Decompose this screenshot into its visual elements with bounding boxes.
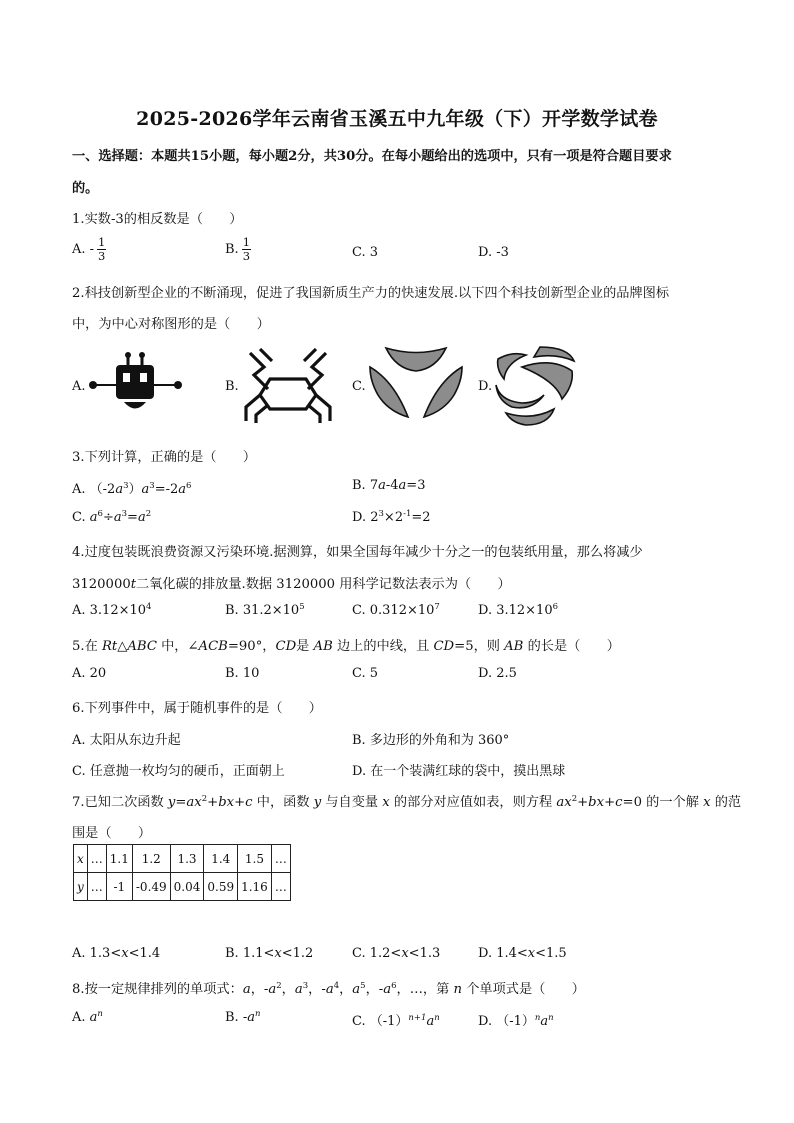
exp: 5 — [299, 602, 305, 612]
q7-text: 7.已知二次函数 — [72, 795, 168, 810]
three-petal-logo-icon — [368, 345, 464, 425]
q6-option-b: B. 多边形的外角和为 360° — [352, 733, 510, 748]
q8-option-d — [478, 1010, 554, 1029]
exp: 2 — [145, 509, 152, 519]
var: a — [426, 1014, 435, 1029]
q7-b-text: <1.2 — [281, 946, 314, 961]
crab-logo-icon — [240, 345, 336, 423]
var: a — [115, 482, 124, 497]
q8-text: ， — [281, 982, 295, 997]
q3-d-text: D. 2 — [352, 510, 379, 525]
question-2-stem-line2: 中，为中心对称图形的是（ ） — [72, 317, 270, 332]
q8-text: 8.按一定规律排列的单项式： — [72, 982, 243, 997]
q7-text: + — [207, 795, 219, 810]
q5-text: =5，则 — [454, 639, 505, 654]
q4-text: 3120000 — [72, 577, 131, 592]
table-cell: 1.16 — [238, 873, 272, 901]
table-cell: … — [87, 845, 106, 873]
q4-option-d — [478, 603, 558, 618]
var: a — [89, 1010, 98, 1025]
section-instructions-line2: 的。 — [72, 181, 99, 196]
q4-b-text: B. 31.2×10 — [225, 603, 300, 618]
q3-option-b — [352, 478, 425, 493]
var: a — [294, 982, 303, 997]
var: t — [130, 577, 137, 592]
q1-option-a-fraction — [97, 236, 106, 263]
q3-d-text: ×2 — [383, 510, 404, 525]
q4-option-b — [225, 603, 305, 618]
q7-option-b — [225, 946, 313, 961]
var: a — [137, 510, 146, 525]
exam-title: 2025-2026学年云南省玉溪五中九年级（下）开学数学试卷 — [136, 108, 658, 130]
exp: 5 — [360, 981, 366, 991]
var: x — [703, 795, 711, 810]
q7-d-text: <1.5 — [535, 946, 567, 961]
exp: 3 — [378, 509, 384, 519]
question-6-stem: 6.下列事件中，属于随机事件的是（ ） — [72, 701, 322, 716]
exp: -1 — [403, 509, 412, 519]
table-cell: 1.5 — [238, 845, 272, 873]
q8-text: 个单项式是（ ） — [462, 982, 585, 997]
var: y — [313, 795, 322, 810]
exp: n — [254, 1009, 261, 1019]
q2-option-d-label: D. — [478, 379, 493, 394]
question-2-stem-line1: 2.科技创新型企业的不断涌现，促进了我国新质生产力的快速发展.以下四个科技创新型企业的品牌图标 — [72, 286, 670, 301]
q5-text: =90°， — [227, 639, 276, 654]
q3-a-text: =-2 — [154, 482, 179, 497]
q1-option-d: D. -3 — [478, 245, 509, 260]
var: ax — [186, 795, 202, 810]
table-cell: … — [87, 873, 106, 901]
q3-c-text: C. — [72, 510, 90, 525]
q7-option-a — [72, 946, 160, 961]
q8-text: ，- — [365, 982, 384, 997]
q7-a-text: A. 1.3< — [72, 946, 122, 961]
q3-d-text: =2 — [411, 510, 431, 525]
q3-a-text: ） — [128, 482, 142, 497]
q7-c-text: <1.3 — [408, 946, 441, 961]
q8-c-text: C. （-1） — [352, 1014, 409, 1029]
q5-text: 中，∠ — [156, 639, 199, 654]
q5-option-b: B. 10 — [225, 666, 260, 681]
question-5-stem — [72, 635, 620, 654]
q5-text: △ — [117, 639, 128, 654]
q8-text: ，- — [250, 982, 269, 997]
exp: n — [97, 1009, 103, 1019]
var: c — [615, 795, 623, 810]
q1-option-b — [225, 236, 251, 263]
question-1-stem: 1.实数-3的相反数是（ ） — [72, 212, 243, 227]
q7-b-text: B. 1.1< — [225, 946, 275, 961]
var: CD — [275, 639, 297, 654]
q8-b-text: B. - — [225, 1010, 248, 1025]
q7-d-text: D. 1.4< — [478, 946, 528, 961]
question-8-stem — [72, 978, 585, 997]
var: a — [268, 982, 277, 997]
table-cell: 1.3 — [170, 845, 204, 873]
exp: 3 — [302, 981, 309, 991]
exp: 2 — [571, 794, 578, 804]
exp: 6 — [391, 981, 397, 991]
var: x — [527, 946, 536, 961]
q8-text: ，- — [308, 982, 326, 997]
exp: 3 — [149, 481, 155, 491]
q5-text: 5.在 — [72, 639, 102, 654]
q8-text: ， — [339, 982, 353, 997]
q5-option-a: A. 20 — [72, 666, 107, 681]
fraction-denominator: 3 — [242, 249, 251, 263]
q1-option-b-fraction — [242, 236, 251, 263]
q7-option-d — [478, 946, 567, 961]
q8-option-a — [72, 1010, 103, 1025]
q3-option-c — [72, 510, 151, 525]
var: ACB — [198, 639, 228, 654]
question-4-stem-line1: 4.过度包装既浪费资源又污染环境.据测算，如果全国每年减少十分之一的包装纸用量，那么将减少 — [72, 545, 643, 560]
q6-option-a: A. 太阳从东边升起 — [72, 733, 181, 748]
table-cell — [74, 845, 88, 873]
q1-option-b-label: B. — [225, 242, 239, 257]
table-row — [74, 873, 291, 901]
fraction-numerator: 1 — [242, 235, 251, 249]
var: AB — [313, 639, 333, 654]
var: y — [77, 879, 84, 894]
var: a — [178, 482, 187, 497]
var: x — [77, 851, 84, 866]
var: ABC — [127, 639, 157, 654]
table-row — [74, 845, 291, 873]
q3-c-text: = — [127, 510, 138, 525]
table-cell: -1 — [106, 873, 132, 901]
var: a — [247, 1010, 255, 1025]
question-7-stem-line1 — [72, 791, 741, 810]
var: a — [378, 478, 386, 493]
question-7-stem-line2: 围是（ ） — [72, 826, 152, 841]
exp: 4 — [333, 981, 340, 991]
q7-c-text: C. 1.2< — [352, 946, 402, 961]
q7-text: + — [577, 795, 589, 810]
exp: n — [548, 1013, 554, 1023]
table-cell: … — [271, 845, 290, 873]
q8-a-text: A. — [72, 1010, 90, 1025]
var: x — [121, 946, 129, 961]
var: a — [540, 1014, 549, 1029]
q3-b-text: B. 7 — [352, 478, 379, 493]
exp: 2 — [276, 981, 282, 991]
exp: 6 — [552, 602, 559, 612]
q4-a-text: A. 3.12×10 — [72, 603, 147, 618]
question-4-stem-line2 — [72, 573, 511, 592]
q5-text: 是 — [296, 639, 314, 654]
q6-option-c: C. 任意抛一枚均匀的硬币，正面朝上 — [72, 764, 285, 779]
q7-a-text: <1.4 — [128, 946, 161, 961]
var: a — [383, 982, 392, 997]
q8-option-b — [225, 1010, 260, 1025]
q4-c-text: C. 0.312×10 — [352, 603, 435, 618]
q7-text: 中，函数 — [252, 795, 314, 810]
q8-text: ，…，第 — [396, 982, 454, 997]
q3-c-text: ÷ — [102, 510, 114, 525]
var: a — [113, 510, 122, 525]
var: Rt — [101, 639, 118, 654]
q3-option-d — [352, 510, 431, 525]
exp: n+1 — [408, 1013, 427, 1023]
q6-option-d: D. 在一个装满红球的袋中，摸出黑球 — [352, 764, 566, 779]
var: a — [89, 510, 98, 525]
table-cell: 1.2 — [132, 845, 170, 873]
fraction-denominator: 3 — [98, 249, 106, 263]
q5-text: 边上的中线，且 — [332, 639, 434, 654]
q7-text: + — [234, 795, 246, 810]
q3-option-a — [72, 478, 191, 497]
var: c — [245, 795, 253, 810]
var: x — [382, 795, 390, 810]
table-cell: 1.1 — [106, 845, 132, 873]
table-cell: … — [271, 873, 290, 901]
var: x — [274, 946, 282, 961]
var: AB — [504, 639, 524, 654]
exp: 3 — [121, 509, 128, 519]
var: n — [453, 982, 462, 997]
q4-option-c — [352, 603, 440, 618]
fraction-numerator: 1 — [98, 235, 106, 249]
q8-d-text: D. （-1） — [478, 1014, 535, 1029]
q5-text: 的长是（ ） — [523, 639, 620, 654]
var: a — [242, 982, 251, 997]
exp: 2 — [201, 794, 208, 804]
table-cell — [74, 873, 88, 901]
q7-value-table — [73, 844, 291, 901]
exp: 6 — [97, 509, 103, 519]
q1-option-a-label: A. - — [72, 242, 95, 257]
q2-option-b-label: B. — [225, 379, 239, 394]
q7-text: 与自变量 — [321, 795, 383, 810]
exp: 3 — [123, 481, 129, 491]
q5-option-c: C. 5 — [352, 666, 379, 681]
exp: n — [534, 1013, 541, 1023]
robot-logo-icon — [88, 345, 184, 417]
q2-option-c-label: C. — [352, 379, 366, 394]
q7-text: 的范 — [710, 795, 742, 810]
q3-b-text: -4 — [385, 478, 399, 493]
q7-text: 的部分对应值如表，则方程 — [389, 795, 557, 810]
q8-option-c — [352, 1010, 440, 1029]
q1-option-c: C. 3 — [352, 245, 379, 260]
q7-option-c — [352, 946, 440, 961]
q4-d-text: D. 3.12×10 — [478, 603, 553, 618]
q4-text: 二氧化碳的排放量.数据 3120000 用科学记数法表示为（ ） — [136, 577, 511, 592]
exp: n — [434, 1013, 440, 1023]
var: a — [325, 982, 334, 997]
q7-text: = — [175, 795, 187, 810]
var: x — [401, 946, 409, 961]
var: y — [167, 795, 176, 810]
var: bx — [588, 795, 605, 810]
var: a — [352, 982, 361, 997]
exp: 6 — [186, 481, 192, 491]
q2-option-a-label: A. — [72, 379, 86, 394]
var: a — [398, 478, 407, 493]
q5-option-d: D. 2.5 — [478, 666, 517, 681]
var: CD — [433, 639, 455, 654]
q3-a-text: A. （-2 — [72, 482, 116, 497]
var: ax — [556, 795, 572, 810]
section-instructions-line1: 一、选择题：本题共15小题，每小题2分，共30分。在每小题给出的选项中，只有一项是符合题目要求 — [72, 149, 672, 164]
table-cell: 0.04 — [170, 873, 204, 901]
table-cell: 1.4 — [204, 845, 238, 873]
question-3-stem: 3.下列计算，正确的是（ ） — [72, 450, 257, 465]
q3-b-text: =3 — [406, 478, 426, 493]
q7-text: =0 的一个解 — [622, 795, 704, 810]
exp: 4 — [146, 602, 152, 612]
swirl-logo-icon — [492, 345, 580, 427]
table-cell: -0.49 — [132, 873, 170, 901]
q7-text: + — [604, 795, 616, 810]
table-cell: 0.59 — [204, 873, 238, 901]
var: a — [141, 482, 150, 497]
q1-option-a — [72, 236, 106, 263]
var: bx — [218, 795, 235, 810]
q4-option-a — [72, 603, 151, 618]
exp: 7 — [434, 602, 440, 612]
